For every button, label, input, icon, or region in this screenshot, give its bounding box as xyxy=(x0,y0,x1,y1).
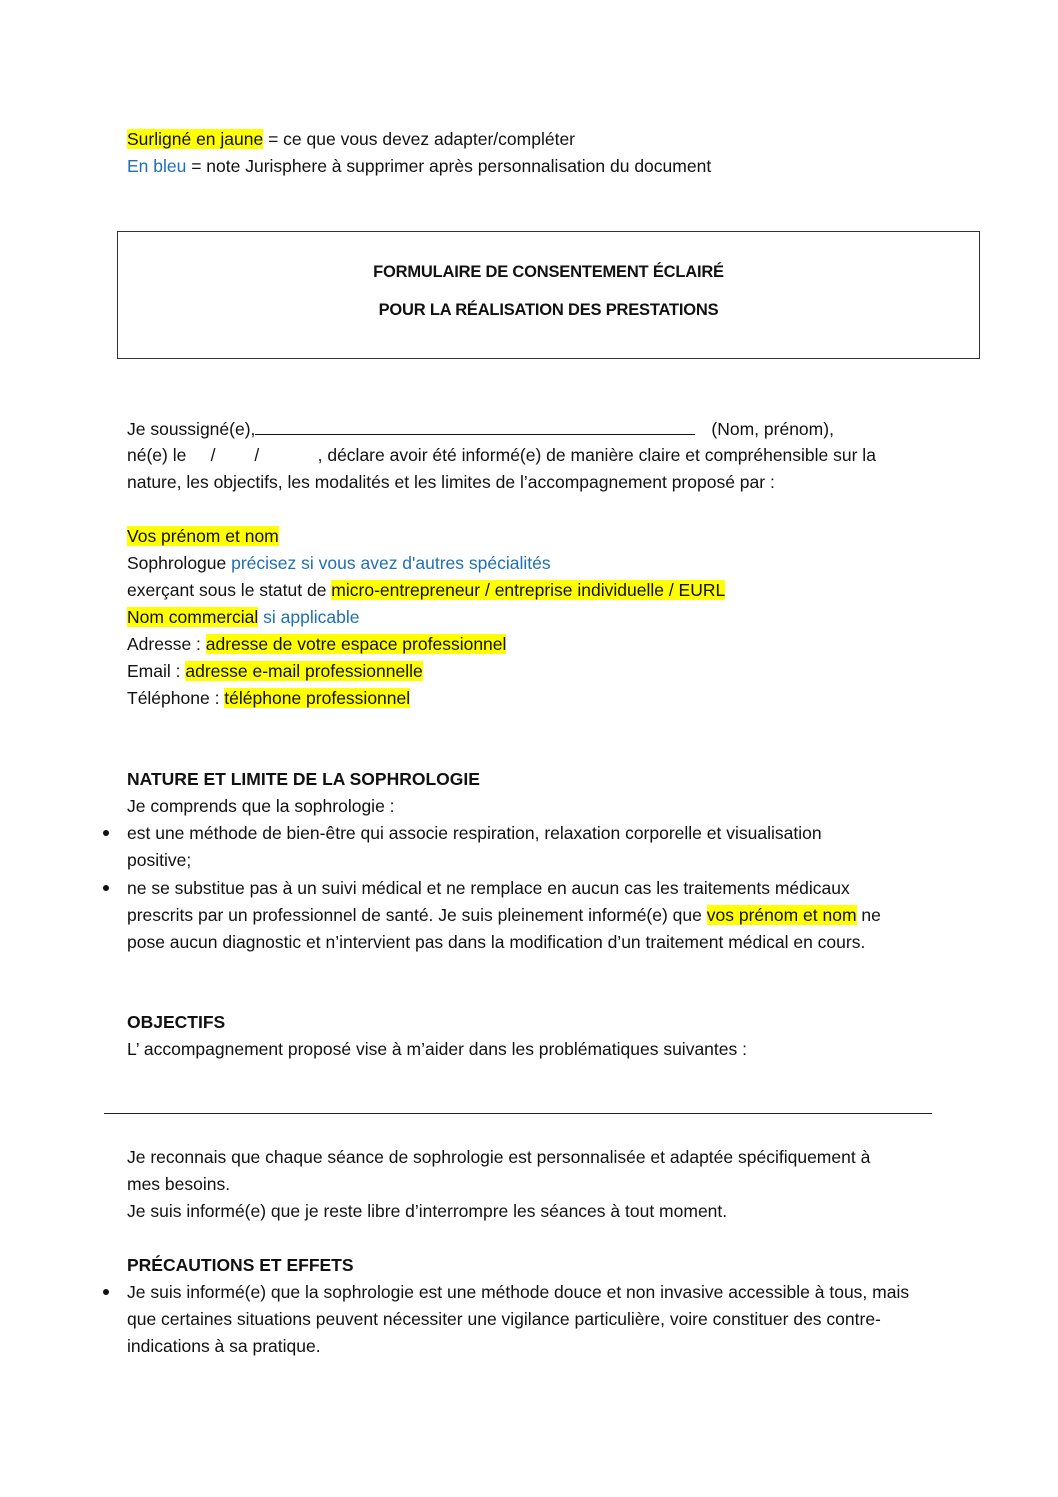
nature-intro: Je comprends que la sophrologie : xyxy=(127,796,395,816)
precautions-heading: PRÉCAUTIONS ET EFFETS xyxy=(127,1255,354,1275)
declaration-start: Je soussigné(e), xyxy=(127,419,256,439)
bullet-icon xyxy=(100,882,112,894)
email-label: Email : xyxy=(127,661,186,681)
address-label: Adresse : xyxy=(127,634,206,654)
practitioner-name-value: Vos prénom et nom xyxy=(127,526,279,546)
declaration-line-3: nature, les objectifs, les modalités et les limites de l’accompagnement proposé par : xyxy=(127,472,775,492)
title-box xyxy=(117,231,980,359)
declaration-line-1 xyxy=(127,418,834,440)
nature-bullet-1-line-1: est une méthode de bien-être qui associe respiration, relaxation corporelle et visualisation xyxy=(127,823,822,843)
declaration-end: (Nom, prénom), xyxy=(711,419,834,439)
name-blank-field[interactable] xyxy=(255,418,695,435)
legend-blue xyxy=(127,155,711,177)
legend-yellow xyxy=(127,128,575,150)
practitioner-name xyxy=(127,525,279,547)
yellow-label: Surligné en jaune xyxy=(127,129,264,149)
role-note: précisez si vous avez d'autres spécialités xyxy=(231,553,551,573)
b2-highlight: vos prénom et nom xyxy=(706,905,857,925)
practitioner-commercial xyxy=(127,606,359,628)
title-line-1: FORMULAIRE DE CONSENTEMENT ÉCLAIRÉ xyxy=(373,263,724,281)
nature-bullet-2-line-3: pose aucun diagnostic et n’intervient pas dans la modification d’un traitement médical en cours. xyxy=(127,932,866,952)
nature-bullet-2-line-1: ne se substitue pas à un suivi médical et ne remplace en aucun cas les traitements médicaux xyxy=(127,878,850,898)
commercial-note: si applicable xyxy=(258,607,360,627)
precautions-bullet-line-1: Je suis informé(e) que la sophrologie est une méthode douce et non invasive accessible à tous, mais xyxy=(127,1282,910,1302)
blue-label: En bleu xyxy=(127,156,187,176)
nature-bullet-1-line-2: positive; xyxy=(127,850,192,870)
status-label: exerçant sous le statut de xyxy=(127,580,332,600)
b2-end: ne xyxy=(856,905,881,925)
bullet-icon xyxy=(100,1286,112,1298)
objectives-heading: OBJECTIFS xyxy=(127,1012,226,1032)
objectives-intro: L’ accompagnement proposé vise à m’aider dans les problématiques suivantes : xyxy=(127,1039,747,1059)
objectives-p1-line-2: mes besoins. xyxy=(127,1174,231,1194)
declaration-line-2: né(e) le / / , déclare avoir été informé(e) de manière claire et compréhensible sur la xyxy=(127,445,876,465)
objectives-p1-line-1: Je reconnais que chaque séance de sophrologie est personnalisée et adaptée spécifiquement à xyxy=(127,1147,871,1167)
practitioner-phone xyxy=(127,687,410,709)
precautions-bullet-line-2: que certaines situations peuvent nécessiter une vigilance particulière, voire constituer des contre- xyxy=(127,1309,881,1329)
phone-value: téléphone professionnel xyxy=(224,688,411,708)
practitioner-email xyxy=(127,660,423,682)
commercial-name: Nom commercial xyxy=(127,607,259,627)
email-value: adresse e-mail professionnelle xyxy=(185,661,423,681)
nature-bullet-2-line-2 xyxy=(127,904,881,926)
objectives-p2: Je suis informé(e) que je reste libre d’interrompre les séances à tout moment. xyxy=(127,1201,728,1221)
b2-start: prescrits par un professionnel de santé. Je suis pleinement informé(e) que xyxy=(127,905,707,925)
yellow-rest: = ce que vous devez adapter/compléter xyxy=(263,129,576,149)
nature-heading: NATURE ET LIMITE DE LA SOPHROLOGIE xyxy=(127,769,480,789)
blue-rest: = note Jurisphere à supprimer après personnalisation du document xyxy=(186,156,712,176)
role-label: Sophrologue xyxy=(127,553,232,573)
practitioner-address xyxy=(127,633,506,655)
bullet-icon xyxy=(100,827,112,839)
practitioner-status xyxy=(127,579,725,601)
objectives-blank-line[interactable] xyxy=(104,1113,932,1114)
address-value: adresse de votre espace professionnel xyxy=(205,634,507,654)
status-value: micro-entrepreneur / entreprise individuelle / EURL xyxy=(331,580,726,600)
practitioner-role xyxy=(127,552,551,574)
precautions-bullet-line-3: indications à sa pratique. xyxy=(127,1336,321,1356)
title-line-2: POUR LA RÉALISATION DES PRESTATIONS xyxy=(378,301,719,319)
phone-label: Téléphone : xyxy=(127,688,225,708)
